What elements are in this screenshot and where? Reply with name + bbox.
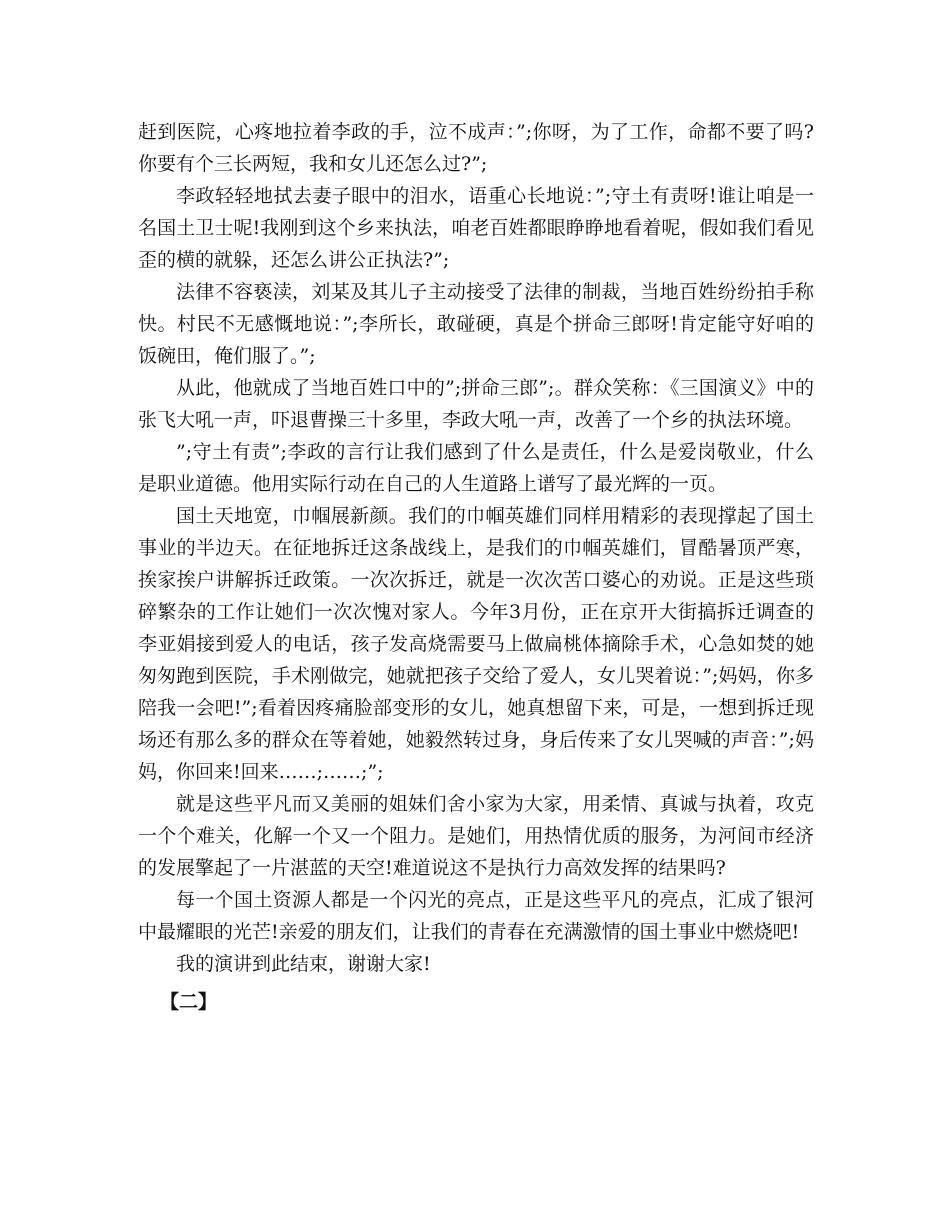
paragraph-5: ”;守土有责”;李政的言行让我们感到了什么是责任，什么是爱岗敬业，什么是职业道德。他用实际行动在自己的人生道路上谱写了最光辉的一页。 [138, 441, 814, 495]
paragraph-4: 从此，他就成了当地百姓口中的”;拼命三郎”;。群众笑称：《三国演义》中的张飞大吼一声，吓退曹操三十多里，李政大吼一声，改善了一个乡的执法环境。 [138, 377, 814, 431]
paragraph-6: 国土天地宽，巾帼展新颜。我们的巾帼英雄们同样用精彩的表现撑起了国土事业的半边天。在征地拆迁这条战线上，是我们的巾帼英雄们，冒酷暑顶严寒，挨家挨户讲解拆迁政策。一次次拆迁，就是一次次苦口婆心的劝说。正是这些琐碎繁杂的工作让她们一次次愧对家人。今年3月份，正在京开大街搞拆迁调查的李亚娟接到爱人的电话，孩子发高烧需要马上做扁桃体摘除手术，心急如焚的她匆匆跑到医院，手术刚做完，她就把孩子交给了爱人，女儿哭着说：”;妈妈，你多陪我一会吧!”;看着因疼痛脸部变形的女儿，她真想留下来，可是，一想到拆迁现场还有那么多的群众在等着她，她毅然转过身，身后传来了女儿哭喊的声音：”;妈妈，你回来!回来……;……;”; [138, 505, 814, 783]
paragraph-2: 李政轻轻地拭去妻子眼中的泪水，语重心长地说：”;守土有责呀!谁让咱是一名国土卫士呢!我刚到这个乡来执法，咱老百姓都眼睁睁地看着呢，假如我们看见歪的横的就躲，还怎么讲公正执法?”; [138, 185, 814, 271]
section-heading: 【二】 [160, 991, 218, 1013]
paragraph-8: 每一个国土资源人都是一个闪光的亮点，正是这些平凡的亮点，汇成了银河中最耀眼的光芒!亲爱的朋友们，让我们的青春在充满激情的国土事业中燃烧吧! [138, 889, 814, 943]
paragraph-9: 我的演讲到此结束，谢谢大家! [176, 953, 431, 975]
document-body [138, 116, 814, 1018]
paragraph-3: 法律不容亵渎，刘某及其儿子主动接受了法律的制裁，当地百姓纷纷拍手称快。村民不无感慨地说：”;李所长，敢碰硬，真是个拼命三郎呀!肯定能守好咱的饭碗田，俺们服了。”; [138, 281, 814, 367]
paragraph-1: 赶到医院，心疼地拉着李政的手，泣不成声：”;你呀，为了工作，命都不要了吗?你要有个三长两短，我和女儿还怎么过?”; [138, 121, 814, 175]
paragraph-7: 就是这些平凡而又美丽的姐妹们舍小家为大家，用柔情、真诚与执着，攻克一个个难关，化解一个又一个阻力。是她们，用热情优质的服务，为河间市经济的发展擎起了一片湛蓝的天空!难道说这不是执行力高效发挥的结果吗? [138, 793, 814, 879]
